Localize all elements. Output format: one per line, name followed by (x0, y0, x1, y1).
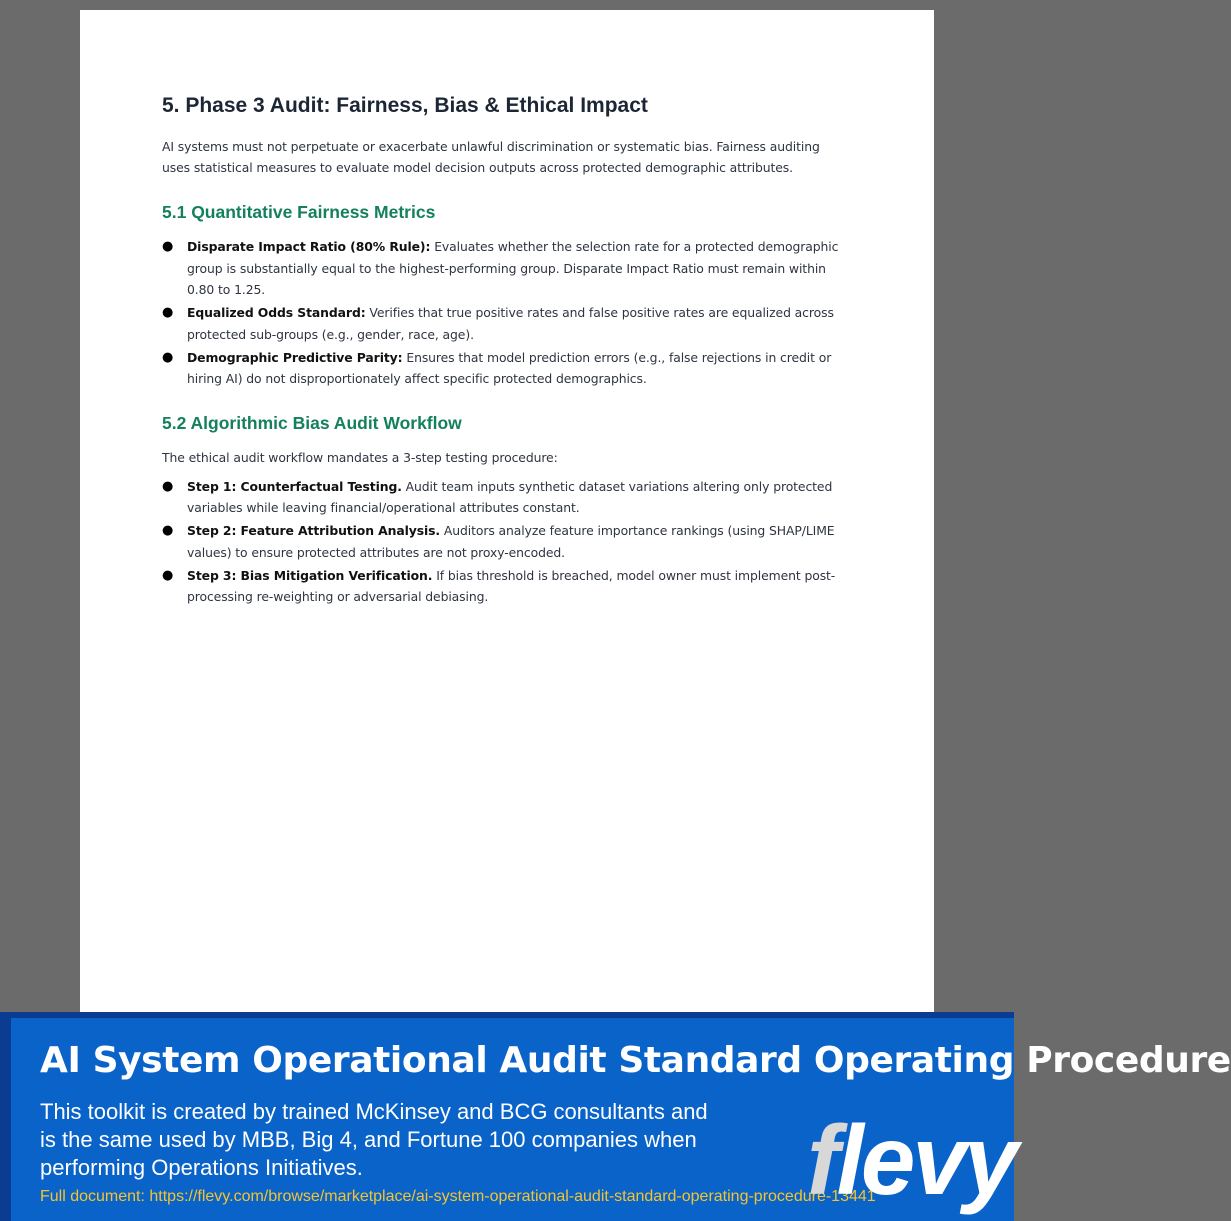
metrics-heading: 5.1 Quantitative Fairness Metrics (162, 202, 436, 222)
list-item (162, 476, 842, 519)
list-item (162, 520, 842, 563)
item-text: Audit team inputs synthetic dataset variations altering only protected variables while leaving financial/operational attributes constant. (187, 478, 833, 515)
list-item (162, 347, 842, 390)
flevy-logo (807, 1105, 1016, 1215)
logo-letters: levy (836, 1105, 1016, 1215)
banner-description: This toolkit is created by trained McKinsey and BCG consultants and is the same used by MBB, Big 4, and Fortune 100 companies when performing Operations Initiatives. (40, 1099, 708, 1180)
item-term: Step 2: Feature Attribution Analysis. (187, 523, 441, 538)
metrics-list (162, 236, 842, 390)
banner-title: AI System Operational Audit Standard Operating Procedure (40, 1040, 1231, 1081)
bullet-icon: ● (162, 349, 174, 365)
item-text: Ensures that model prediction errors (e.g., false rejections in credit or hiring AI) do not disproportionately affect specific protected demographics. (187, 349, 832, 386)
item-term: Demographic Predictive Parity: (187, 349, 403, 365)
promo-banner (0, 1012, 1231, 1221)
bullet-icon: ● (162, 239, 174, 254)
item-term: Disparate Impact Ratio (80% Rule): (187, 239, 431, 254)
item-term: Equalized Odds Standard: (187, 305, 366, 320)
item-text: Evaluates whether the selection rate for a protected demographic group is substantially equal to the highest-performing group. Disparate Impact Ratio must remain within 0.80 to 1.25. (187, 239, 839, 297)
section-title: 5. Phase 3 Audit: Fairness, Bias & Ethical Impact (162, 94, 648, 117)
bullet-icon: ● (162, 523, 174, 538)
workflow-list (162, 476, 842, 608)
item-text: Auditors analyze feature importance rankings (using SHAP/LIME values) to ensure protected attributes are not proxy-encoded. (187, 523, 835, 560)
item-text: Verifies that true positive rates and false positive rates are equalized across protected sub-groups (e.g., gender, race, age). (187, 305, 834, 342)
workflow-intro: The ethical audit workflow mandates a 3-step testing procedure: (162, 449, 558, 465)
list-item (162, 302, 842, 345)
banner-panel (11, 1018, 1231, 1221)
item-text: If bias threshold is breached, model owner must implement post-processing re-weighting or adversarial debiasing. (187, 567, 836, 604)
page-content (162, 92, 842, 609)
item-term: Step 3: Bias Mitigation Verification. (187, 567, 433, 583)
list-item (162, 236, 842, 301)
document-page (80, 10, 934, 1012)
bullet-icon: ● (162, 567, 174, 583)
bullet-icon: ● (162, 305, 174, 320)
section-intro: AI systems must not perpetuate or exacerbate unlawful discrimination or systematic bias. Fairness auditing uses statistical measures to evaluate model decision outputs across protected demographic attributes. (162, 139, 820, 175)
workflow-heading: 5.2 Algorithmic Bias Audit Workflow (162, 412, 462, 433)
list-item (162, 565, 842, 608)
banner-url-link[interactable]: Full document: https://flevy.com/browse/marketplace/ai-system-operational-audit-standard-operating-procedure-13441 (40, 1188, 876, 1205)
bullet-icon: ● (162, 478, 174, 494)
item-term: Step 1: Counterfactual Testing. (187, 478, 402, 494)
logo-letter-f: f (807, 1105, 837, 1215)
